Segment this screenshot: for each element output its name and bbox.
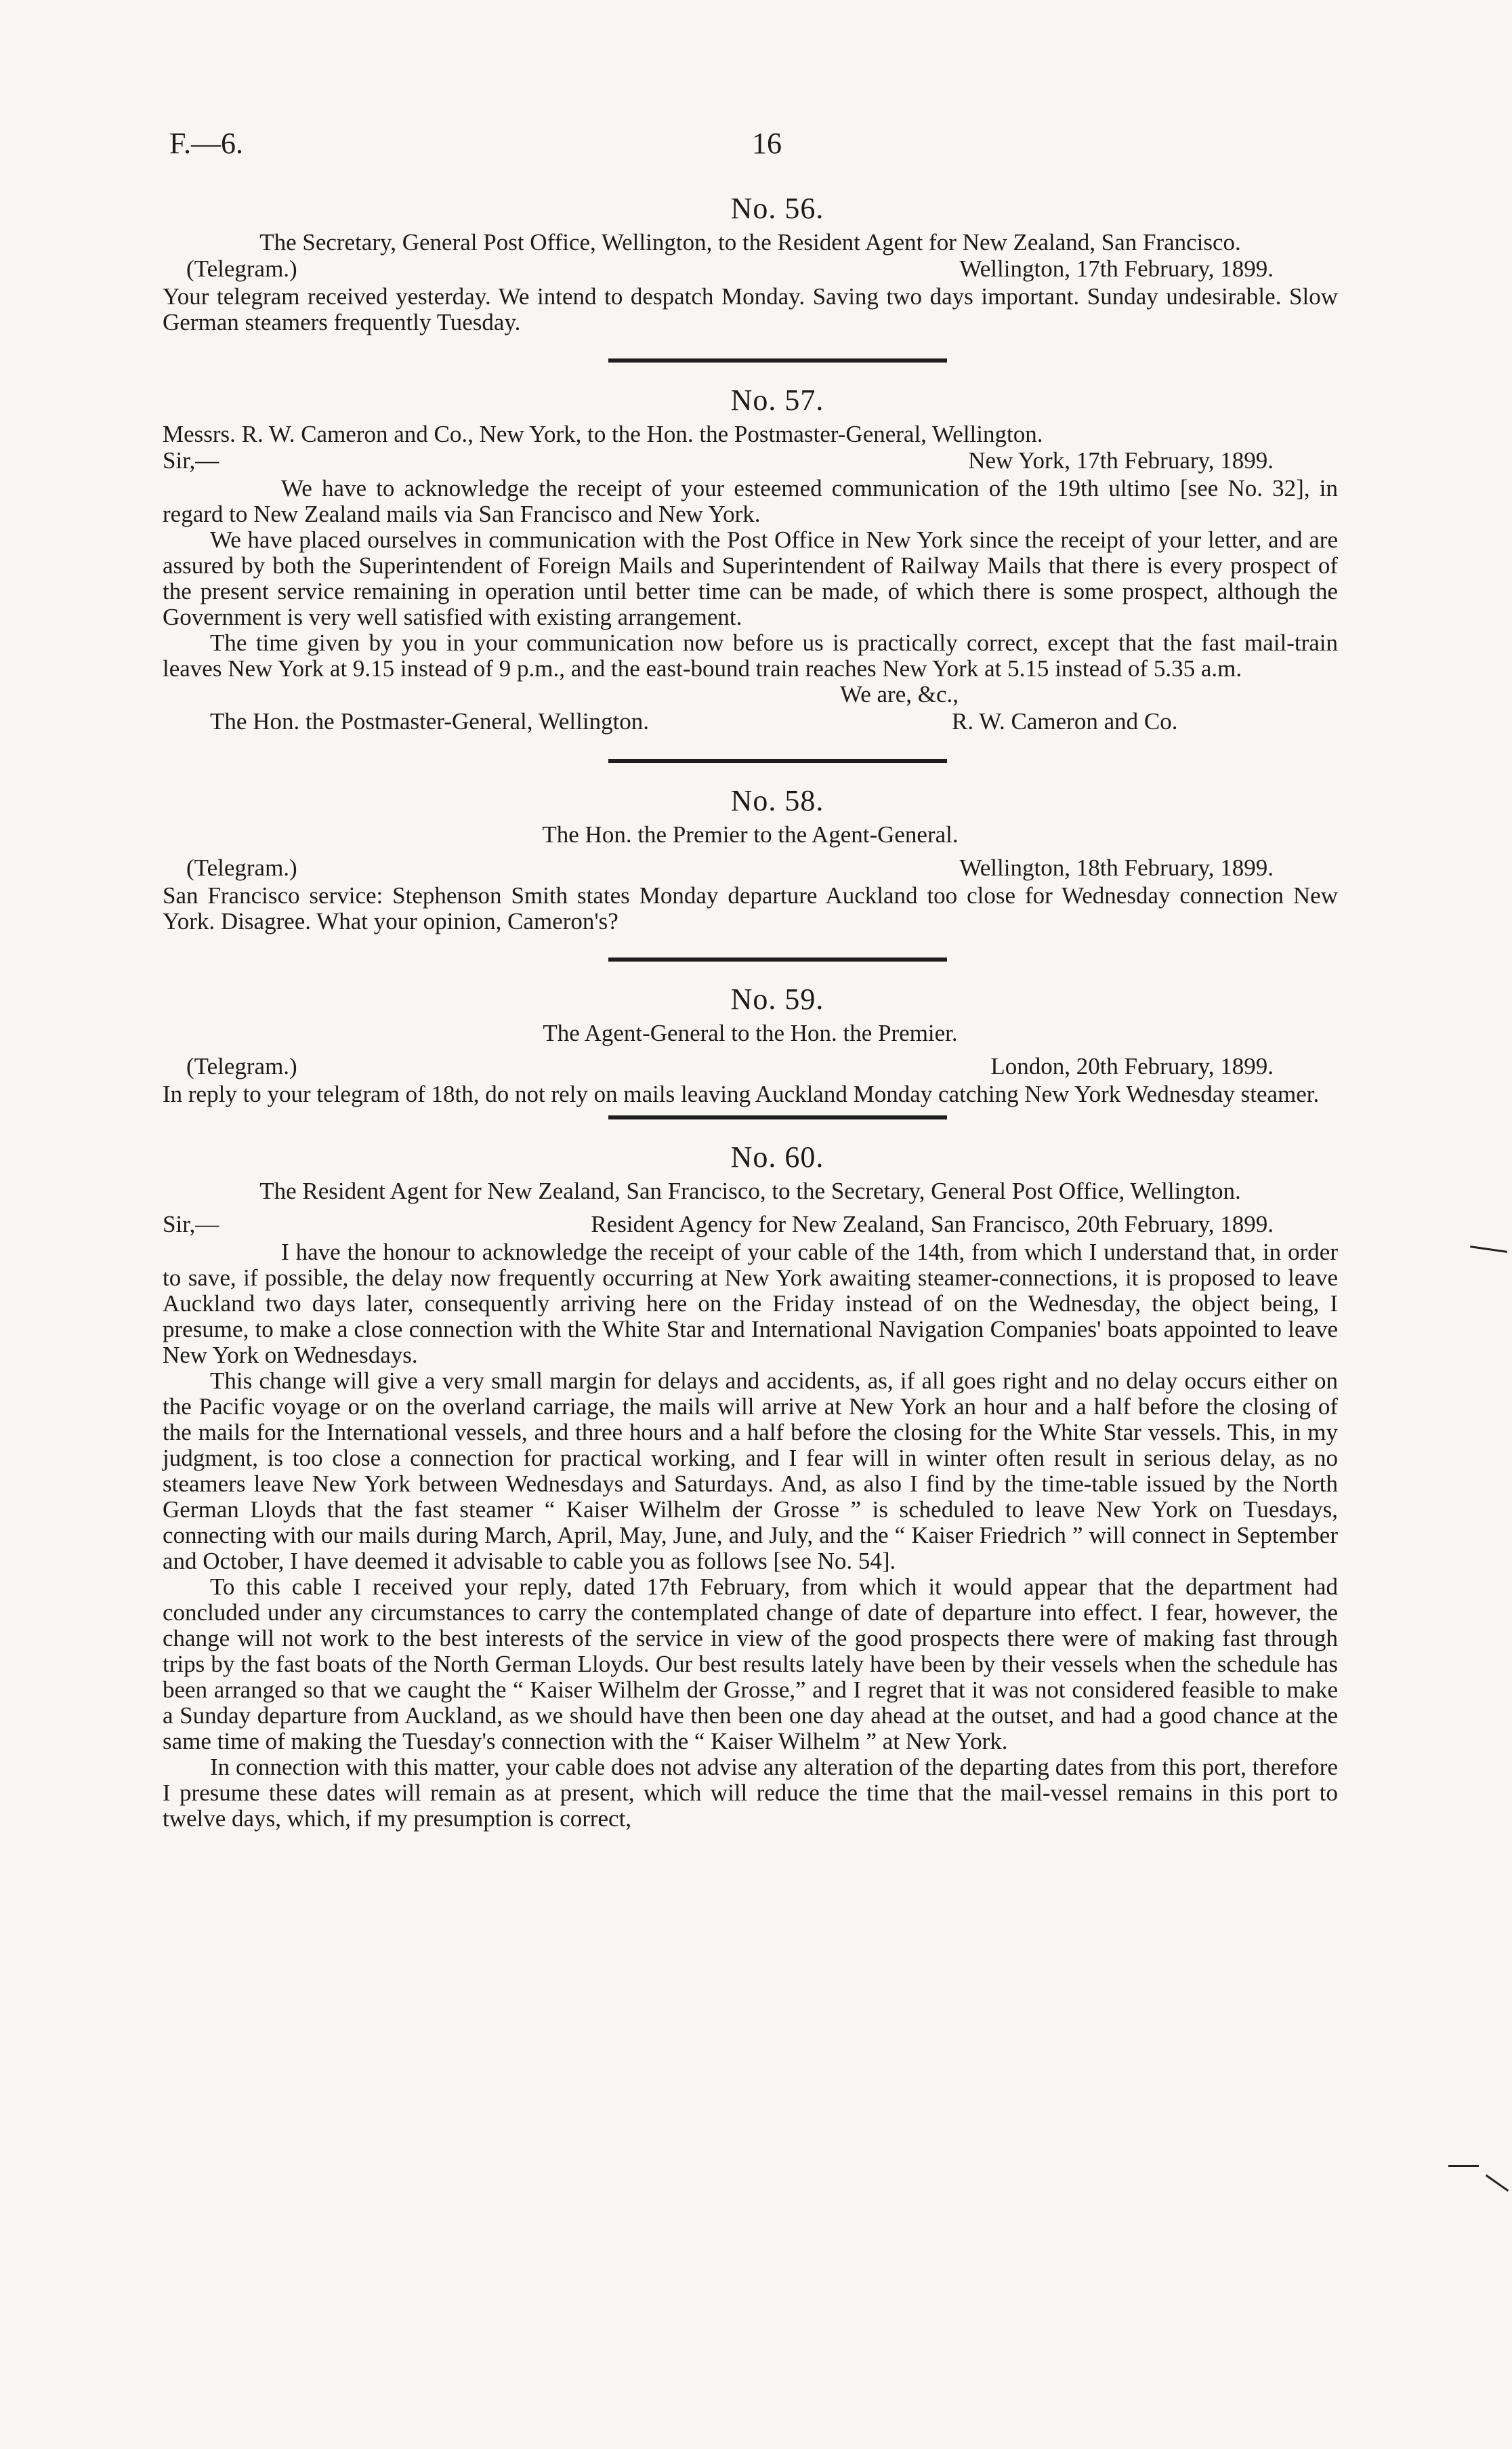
paragraph: In reply to your telegram of 18th, do not rely on mails leaving Auckland Monday catching New York Wednesday steamer. <box>163 1081 1320 1107</box>
paragraph: I have the honour to acknowledge the receipt of your cable of the 14th, from which I understand that, in order to save, if possible, the delay now frequently occurring at New York awaiting steamer-connections, it is proposed to leave Auckland two days later, consequently arriving here on the Friday instead of on the Wednesday, the object being, I presume, to make a close connection with the White Star and International Navigation Companies' boats appointed to leave New York on Wednesdays. <box>163 1239 1338 1368</box>
closing-line <box>163 682 1338 709</box>
salutation: Sir,— <box>163 447 219 474</box>
page-number: 16 <box>752 127 782 160</box>
address-line: The Secretary, General Post Office, Wellington, to the Resident Agent for New Zealand, San Francisco. <box>259 229 1241 255</box>
address-line: The Hon. the Premier to the Agent-General. <box>542 821 959 848</box>
dateline <box>163 255 1338 284</box>
section-divider <box>608 958 947 962</box>
paragraph: We have to acknowledge the receipt of your esteemed communication of the 19th ultimo [see No. 32], in regard to New Zealand mails via San Francisco and New York. <box>163 475 1338 527</box>
section-number: No. 58. <box>730 784 824 817</box>
address-line: Messrs. R. W. Cameron and Co., New York, to the Hon. the Postmaster-General, Wellington. <box>163 421 1043 447</box>
margin-mark <box>1470 1246 1507 1253</box>
section-divider <box>608 358 947 363</box>
section-59 <box>163 982 1338 1107</box>
margin-mark <box>1486 2175 1509 2191</box>
dateline <box>163 447 1338 476</box>
section-60 <box>163 1140 1338 1832</box>
running-header <box>169 126 1343 167</box>
date-place: Wellington, 17th February, 1899. <box>959 255 1274 282</box>
paragraph: Your telegram received yesterday. We intend to despatch Monday. Saving two days important. Sunday undesirable. Slow German steamers frequently Tuesday. <box>163 283 1338 335</box>
margin-mark <box>1448 2165 1479 2167</box>
section-57 <box>163 383 1338 736</box>
section-number: No. 56. <box>730 192 824 225</box>
paragraph: This change will give a very small margin for delays and accidents, as, if all goes right and no delay occurs either on the Pacific voyage or on the overland carriage, the mails will arrive at New York an hour and a half before the closing of the mails for the International vessels, and three hours and a half before the closing for the White Star vessels. This, in my judgment, is too close a connection for practical working, and I fear will in winter often result in serious delay, as no steamers leave New York between Wednesdays and Saturdays. And, as also I find by the time-table issued by the North German Lloyds that the fast steamer “ Kaiser Wilhelm der Grosse ” is scheduled to leave New York on Tuesdays, connecting with our mails during March, April, May, June, and July, and the “ Kaiser Friedrich ” will connect in September and October, I have deemed it advisable to cable you as follows [see No. 54]. <box>163 1367 1338 1574</box>
closing: We are, &c., <box>840 681 959 707</box>
section-56 <box>163 191 1338 335</box>
signature-line <box>163 709 1338 736</box>
paragraph: We have placed ourselves in communication with the Post Office in New York since the receipt of your letter, and are assured by both the Superintendent of Foreign Mails and Superintendent of Railway Mails that there is every prospect of the present service remaining in operation until better time can be made, of which there is some prospect, although the Government is very well satisfied with existing arrangement. <box>163 527 1338 630</box>
date-place: Wellington, 18th February, 1899. <box>959 855 1274 881</box>
section-divider <box>608 759 947 763</box>
salutation: Sir,— <box>163 1211 219 1237</box>
dateline <box>163 855 1338 883</box>
addressee: The Hon. the Postmaster-General, Wellington. <box>210 708 650 735</box>
date-place: London, 20th February, 1899. <box>990 1053 1274 1079</box>
dateline <box>163 1211 1338 1239</box>
text-column <box>163 191 1338 1832</box>
dateline <box>163 1053 1338 1082</box>
address-line: The Agent-General to the Hon. the Premier. <box>543 1020 958 1046</box>
telegram-mode: (Telegram.) <box>186 1053 297 1079</box>
paragraph: The time given by you in your communication now before us is practically correct, except that the fast mail-train leaves New York at 9.15 instead of 9 p.m., and the east-bound train reaches New York at 5.15 instead of 5.35 a.m. <box>163 630 1338 682</box>
section-divider <box>608 1115 947 1119</box>
document-reference: F.—6. <box>169 127 243 160</box>
paragraph: San Francisco service: Stephenson Smith states Monday departure Auckland too close for Wednesday connection New York. Disagree. What your opinion, Cameron's? <box>163 882 1338 934</box>
date-place: Resident Agency for New Zealand, San Francisco, 20th February, 1899. <box>591 1211 1274 1237</box>
paragraph: To this cable I received your reply, dated 17th February, from which it would appear that the department had concluded under any circumstances to carry the contemplated change of date of departure into effect. I fear, however, the change will not work to the best interests of the service in view of the good prospects there were of making fast through trips by the fast boats of the North German Lloyds. Our best results lately have been by their vessels when the schedule has been arranged so that we caught the “ Kaiser Wilhelm der Grosse,” and I regret that it was not considered feasible to make a Sunday departure from Auckland, as we should have then been one day ahead at the outset, and had a good chance at the same time of making the Tuesday's connection with the “ Kaiser Wilhelm ” at New York. <box>163 1573 1338 1754</box>
telegram-mode: (Telegram.) <box>186 255 297 282</box>
signature: R. W. Cameron and Co. <box>952 708 1178 735</box>
address-line: The Resident Agent for New Zealand, San Francisco, to the Secretary, General Post Office, Wellington. <box>259 1178 1241 1204</box>
section-58 <box>163 783 1338 934</box>
section-number: No. 60. <box>730 1140 824 1174</box>
telegram-mode: (Telegram.) <box>186 855 297 881</box>
paragraph: In connection with this matter, your cable does not advise any alteration of the departing dates from this port, therefore I presume these dates will remain as at present, which will reduce the time that the mail-vessel remains in this port to twelve days, which, if my presumption is correct, <box>163 1754 1338 1832</box>
date-place: New York, 17th February, 1899. <box>968 447 1274 474</box>
section-number: No. 59. <box>730 983 824 1016</box>
section-number: No. 57. <box>730 384 824 417</box>
